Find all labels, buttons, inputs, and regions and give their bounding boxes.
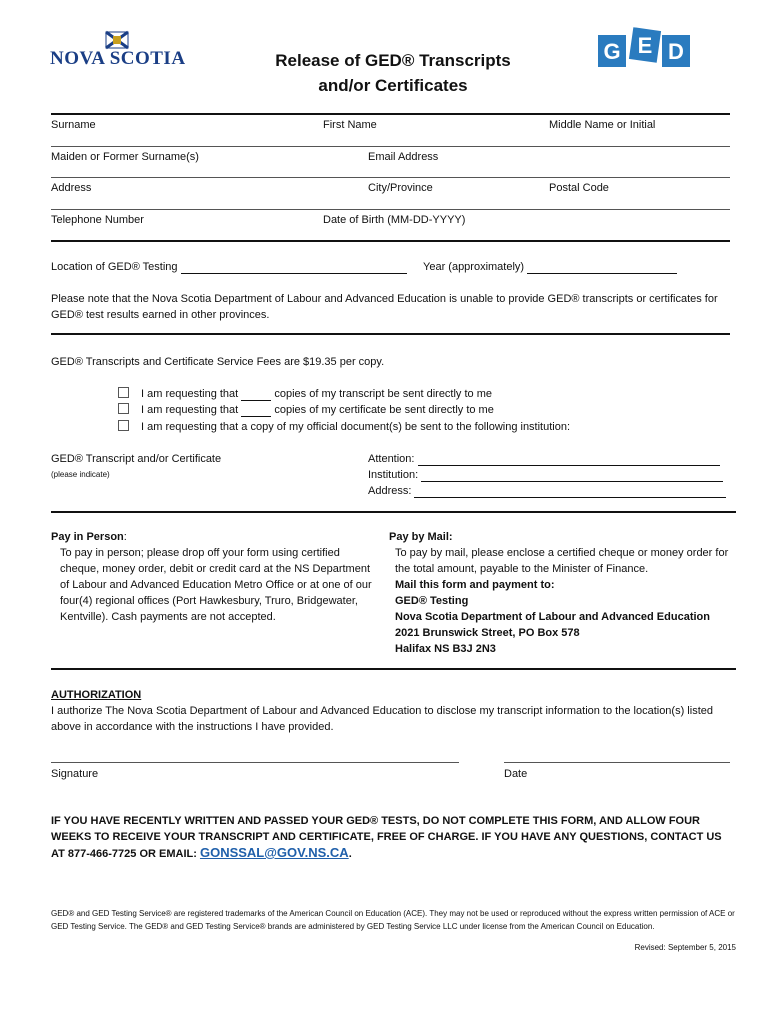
certificate-request-option[interactable]: I am requesting that copies of my certificate be sent directly to me [118,403,494,417]
document-type-hint: (please indicate) [51,470,110,479]
divider [51,240,730,242]
dob-field[interactable]: Date of Birth (MM-DD-YYYY) [323,214,466,226]
checkbox[interactable] [118,420,129,431]
date-label: Date [504,768,528,780]
mail-address-line1: GED® Testing [395,595,469,607]
date-line[interactable] [504,762,730,763]
location-field[interactable]: Location of GED® Testing [51,260,407,274]
pay-in-person-text: To pay in person; please drop off your form using certified cheque, money order, debit or credit card at the NS Department of Labour and Advanced Education Metro Office or at one of our four(4) regional offices (Port Hawkesbury, Truro, Bridgewater, Kentville). Cash payments are not accepted. [60,547,372,623]
divider [51,177,730,178]
postal-code-field[interactable]: Postal Code [549,182,609,194]
revision-date: Revised: September 5, 2015 [634,943,736,952]
pay-by-mail-text: To pay by mail, please enclose a certified cheque or money order for the total amount, payable to the Minister of Finance. [395,547,729,575]
divider [51,511,736,513]
divider [51,146,730,147]
attention-field[interactable]: Attention: [368,452,720,466]
divider [51,333,730,335]
divider [51,113,730,115]
ged-logo-icon [598,27,694,69]
maiden-name-field[interactable]: Maiden or Former Surname(s) [51,151,199,163]
city-field[interactable]: City/Province [368,182,433,194]
address-field[interactable]: Address [51,182,92,194]
institution-field[interactable]: Institution: [368,468,723,482]
pay-in-person-heading: Pay in Person: [51,531,127,543]
page-title: Release of GED® Transcripts and/or Certificates [275,51,511,95]
middle-name-field[interactable]: Middle Name or Initial [549,119,656,131]
institution-request-option[interactable]: I am requesting that a copy of my official document(s) be sent to the following institution: [118,420,570,434]
recent-test-notice: IF YOU HAVE RECENTLY WRITTEN AND PASSED YOUR GED® TESTS, DO NOT COMPLETE THIS FORM, AND ALLOW FOUR WEEKS TO RECEIVE YOUR TRANSCRIPT AND CERTIFICATE, FREE OF CHARGE. IF YOU HAVE ANY QUESTIONS, CONTACT US AT 877-466-7725 OR EMAIL: GONSSAL@GOV.NS.CA. [51,815,722,860]
authorization-text: I authorize The Nova Scotia Department of Labour and Advanced Education to disclose my transcript information to the location(s) listed above in accordance with the instructions I have provided. [51,705,713,733]
nova-scotia-logo-text: NOVA SCOTIA [50,48,186,69]
year-field[interactable]: Year (approximately) [423,260,677,274]
fees-text: GED® Transcripts and Certificate Service Fees are $19.35 per copy. [51,356,385,368]
surname-field[interactable]: Surname [51,119,96,131]
svg-text:E: E [637,33,653,58]
telephone-field[interactable]: Telephone Number [51,214,144,226]
first-name-field[interactable]: First Name [323,119,377,131]
mail-address-line2: Nova Scotia Department of Labour and Advanced Education [395,611,710,623]
divider [51,209,730,210]
trademark-notice: GED® and GED Testing Service® are registered trademarks of the American Council on Education (ACE). They may not be used or reproduced without the express written permission of ACE or GED Testing Service. The GED® and GED Testing Service® brands are administered by GED Testing Service LLC under license from the American Council on Education. [51,909,735,931]
signature-line[interactable] [51,762,459,763]
pay-by-mail-heading: Pay by Mail: [389,531,453,543]
divider [51,668,736,670]
institution-address-field[interactable]: Address: [368,484,726,498]
signature-label: Signature [51,768,99,780]
checkbox[interactable] [118,387,129,398]
authorization-heading: AUTHORIZATION [51,689,142,701]
svg-text:G: G [603,39,621,64]
mail-address-line3: 2021 Brunswick Street, PO Box 578 [395,627,580,639]
svg-text:D: D [668,39,684,64]
checkbox[interactable] [118,403,129,414]
document-type-field[interactable]: GED® Transcript and/or Certificate [51,453,222,465]
contact-email-link[interactable]: GONSSAL@GOV.NS.CA [199,845,349,860]
nova-scotia-logo [50,30,186,72]
provinces-note: Please note that the Nova Scotia Department of Labour and Advanced Education is unable to provide GED® transcripts or certificates for GED® test results earned in other provinces. [51,293,718,321]
mail-to-label: Mail this form and payment to: [395,579,555,591]
transcript-request-option[interactable]: I am requesting that copies of my transcript be sent directly to me [118,387,492,401]
email-field[interactable]: Email Address [368,151,439,163]
mail-address-line4: Halifax NS B3J 2N3 [395,643,496,655]
ged-logo [598,27,694,72]
